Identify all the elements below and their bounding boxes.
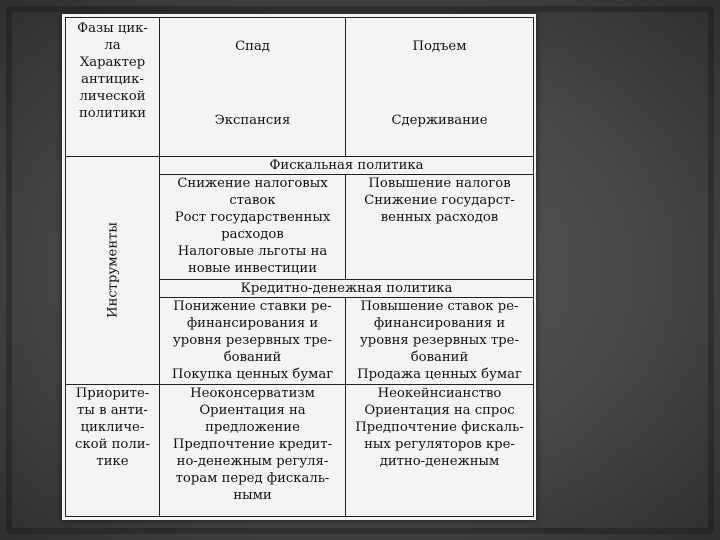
priorities-row <box>66 385 534 517</box>
fiscal-title-row <box>66 156 534 174</box>
priorities-recession-cell: Неоконсерватизм Ориентация на предложение Предпочтение кредит- но-денежным регуля- торам перед фискаль- ными <box>160 385 346 517</box>
anticyclical-policy-table <box>65 17 534 517</box>
priorities-label-cell: Приорите- ты в анти- цикличе- ской поли- тике <box>66 385 160 517</box>
instruments-label: Инструменты <box>105 222 120 319</box>
fiscal-boom-cell: Повышение налогов Снижение государст- венных расходов <box>346 174 534 279</box>
recession-policy-label: Экспансия <box>214 113 291 128</box>
boom-header-cell <box>346 18 534 157</box>
recession-header-cell <box>160 18 346 157</box>
priorities-boom-cell: Неокейнсианство Ориентация на спрос Предпочтение фискаль- ных регуляторов кре- дитно-денежным <box>346 385 534 517</box>
monetary-policy-title: Кредитно-денежная политика <box>160 280 534 298</box>
boom-policy-label: Сдерживание <box>391 113 488 128</box>
header-row <box>66 18 534 157</box>
document-sheet <box>62 14 536 520</box>
monetary-boom-cell: Повышение ставок ре- финансирования и уровня резервных тре- бований Продажа ценных бумаг <box>346 298 534 385</box>
recession-phase-label: Спад <box>235 39 270 54</box>
fiscal-policy-title: Фискальная политика <box>160 156 534 174</box>
fiscal-recession-cell: Снижение налоговых ставок Рост государственных расходов Налоговые льготы на новые инвестиции <box>160 174 346 279</box>
instruments-cell <box>66 156 160 385</box>
monetary-recession-cell: Понижение ставки ре- финансирования и уровня резервных тре- бований Покупка ценных бумаг <box>160 298 346 385</box>
boom-phase-label: Подъем <box>412 39 467 54</box>
phases-header-cell: Фазы цик- ла Характер антицик- лической политики <box>66 18 160 157</box>
